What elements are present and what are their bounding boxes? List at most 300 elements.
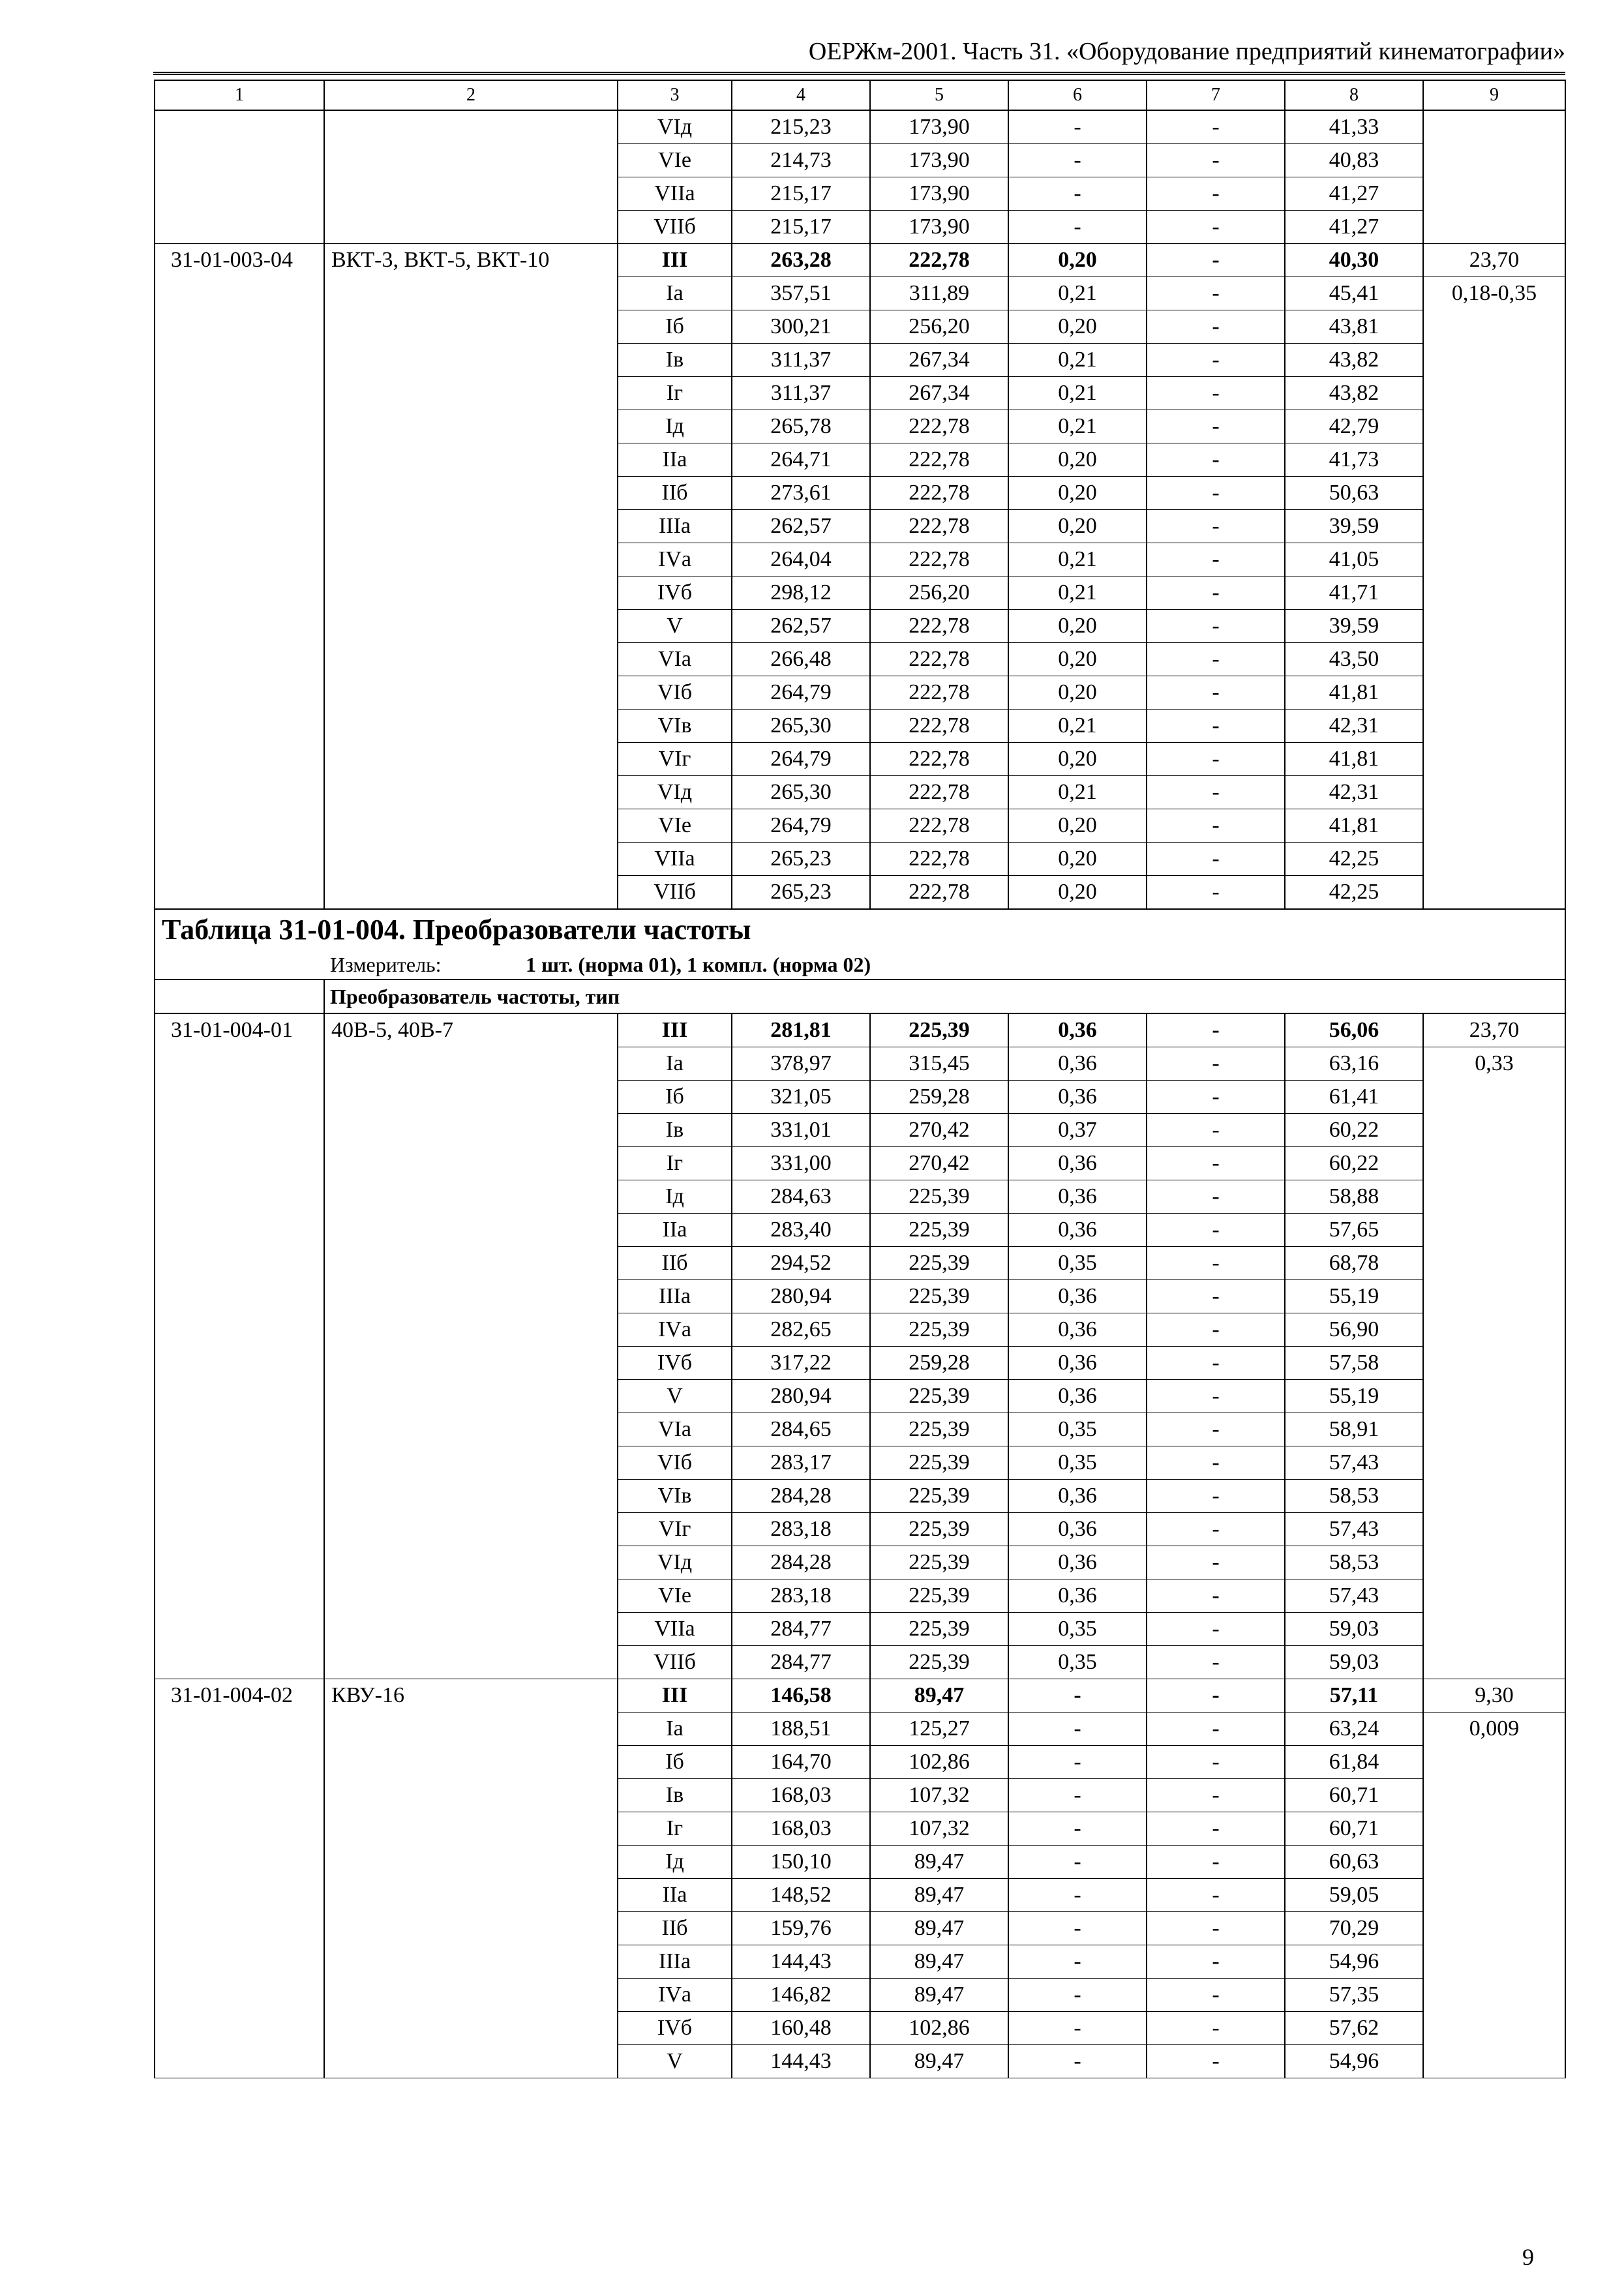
data-cell: 58,53 — [1285, 1480, 1423, 1513]
data-cell: 57,65 — [1285, 1214, 1423, 1247]
data-cell: 57,43 — [1285, 1513, 1423, 1546]
data-cell: 222,78 — [870, 510, 1008, 543]
data-cell: - — [1147, 310, 1285, 344]
table-row — [155, 110, 1565, 144]
data-cell: IIIа — [618, 1280, 732, 1313]
data-cell: 263,28 — [732, 244, 870, 277]
data-cell: - — [1147, 776, 1285, 809]
data-cell: 45,41 — [1285, 277, 1423, 310]
data-cell: - — [1147, 1013, 1285, 1047]
data-cell: VIб — [618, 676, 732, 710]
data-cell: Iд — [618, 1180, 732, 1214]
data-cell: 60,71 — [1285, 1812, 1423, 1846]
data-cell: 0,35 — [1008, 1446, 1147, 1480]
data-cell: - — [1147, 809, 1285, 843]
data-cell: 222,78 — [870, 743, 1008, 776]
data-cell: 0,20 — [1008, 477, 1147, 510]
data-cell: 225,39 — [870, 1380, 1008, 1413]
data-cell: - — [1008, 1713, 1147, 1746]
data-cell: 0,36 — [1008, 1513, 1147, 1546]
data-cell: 0,36 — [1008, 1081, 1147, 1114]
data-cell: 262,57 — [732, 610, 870, 643]
data-cell: - — [1147, 1646, 1285, 1679]
data-cell: 284,65 — [732, 1413, 870, 1446]
data-cell: 43,82 — [1285, 344, 1423, 377]
data-cell: 43,50 — [1285, 643, 1423, 676]
data-cell: - — [1147, 410, 1285, 443]
data-cell: 284,77 — [732, 1613, 870, 1646]
data-cell: VIе — [618, 809, 732, 843]
name-cell — [324, 110, 618, 244]
data-cell: IVа — [618, 543, 732, 576]
col9-bottom-value: 0,18-0,35 — [1423, 277, 1565, 910]
data-cell: 222,78 — [870, 776, 1008, 809]
data-cell: 215,23 — [732, 110, 870, 144]
data-cell: 264,04 — [732, 543, 870, 576]
data-cell: - — [1147, 1812, 1285, 1846]
data-cell: 222,78 — [870, 244, 1008, 277]
data-cell: 50,63 — [1285, 477, 1423, 510]
data-cell: 173,90 — [870, 177, 1008, 211]
data-cell: - — [1147, 643, 1285, 676]
data-cell: 0,35 — [1008, 1247, 1147, 1280]
col9-top-value: 23,70 — [1423, 244, 1565, 277]
data-cell: 0,20 — [1008, 510, 1147, 543]
data-cell: 56,06 — [1285, 1013, 1423, 1047]
data-cell: - — [1147, 110, 1285, 144]
data-cell: 168,03 — [732, 1812, 870, 1846]
data-cell: VIе — [618, 1579, 732, 1613]
rate-code: 31-01-004-01 — [155, 1013, 324, 1679]
data-cell: 256,20 — [870, 310, 1008, 344]
table-row — [155, 244, 1565, 277]
data-cell: - — [1147, 1114, 1285, 1147]
data-cell: 311,37 — [732, 377, 870, 410]
data-cell: - — [1147, 1247, 1285, 1280]
data-cell: 89,47 — [870, 2045, 1008, 2078]
data-cell: 42,25 — [1285, 876, 1423, 910]
data-cell: 63,16 — [1285, 1047, 1423, 1081]
data-cell: - — [1147, 743, 1285, 776]
data-cell: - — [1147, 1081, 1285, 1114]
data-cell: 225,39 — [870, 1579, 1008, 1613]
data-cell: V — [618, 1380, 732, 1413]
data-cell: Iв — [618, 1779, 732, 1812]
data-cell: 41,81 — [1285, 809, 1423, 843]
data-cell: 173,90 — [870, 144, 1008, 177]
data-cell: 148,52 — [732, 1879, 870, 1912]
column-number: 6 — [1008, 80, 1147, 110]
data-cell: Iб — [618, 1081, 732, 1114]
data-cell: 270,42 — [870, 1147, 1008, 1180]
data-cell: VIа — [618, 1413, 732, 1446]
data-cell: 41,27 — [1285, 211, 1423, 244]
data-cell: 283,17 — [732, 1446, 870, 1480]
data-cell: - — [1147, 1679, 1285, 1713]
table-title: Таблица 31-01-004. Преобразователи частоты — [155, 909, 1565, 950]
data-cell: IIIа — [618, 510, 732, 543]
data-cell: 41,27 — [1285, 177, 1423, 211]
code-cell — [155, 110, 324, 244]
data-cell: 0,20 — [1008, 743, 1147, 776]
data-cell: - — [1147, 1180, 1285, 1214]
data-cell: - — [1147, 477, 1285, 510]
data-cell: 280,94 — [732, 1380, 870, 1413]
data-cell: VIд — [618, 776, 732, 809]
data-cell: III — [618, 244, 732, 277]
data-cell: 0,21 — [1008, 543, 1147, 576]
data-cell: - — [1147, 510, 1285, 543]
data-cell: 284,28 — [732, 1546, 870, 1579]
data-cell: Iа — [618, 277, 732, 310]
data-cell: 60,71 — [1285, 1779, 1423, 1812]
data-cell: 173,90 — [870, 110, 1008, 144]
section-row — [155, 980, 1565, 1013]
data-cell: 259,28 — [870, 1347, 1008, 1380]
data-cell: - — [1147, 277, 1285, 310]
data-cell: 280,94 — [732, 1280, 870, 1313]
data-cell: 89,47 — [870, 1679, 1008, 1713]
data-cell: - — [1147, 144, 1285, 177]
data-cell: 298,12 — [732, 576, 870, 610]
data-cell: - — [1147, 676, 1285, 710]
data-cell: 222,78 — [870, 809, 1008, 843]
data-cell: 214,73 — [732, 144, 870, 177]
data-cell: 89,47 — [870, 1846, 1008, 1879]
data-cell: 89,47 — [870, 1945, 1008, 1979]
data-cell: 70,29 — [1285, 1912, 1423, 1945]
data-cell: 159,76 — [732, 1912, 870, 1945]
data-cell: - — [1008, 110, 1147, 144]
data-cell: - — [1008, 2045, 1147, 2078]
data-cell: IIб — [618, 1247, 732, 1280]
data-cell: 61,41 — [1285, 1081, 1423, 1114]
data-cell: 57,43 — [1285, 1446, 1423, 1480]
data-cell: 0,20 — [1008, 809, 1147, 843]
data-cell: 265,23 — [732, 843, 870, 876]
data-cell: - — [1147, 2045, 1285, 2078]
data-cell: 284,63 — [732, 1180, 870, 1214]
data-cell: 0,21 — [1008, 277, 1147, 310]
data-cell: 40,83 — [1285, 144, 1423, 177]
data-cell: 102,86 — [870, 2012, 1008, 2045]
column-number: 8 — [1285, 80, 1423, 110]
data-cell: - — [1147, 1347, 1285, 1380]
data-cell: 63,24 — [1285, 1713, 1423, 1746]
data-cell: 331,00 — [732, 1147, 870, 1180]
data-cell: 59,05 — [1285, 1879, 1423, 1912]
data-cell: 89,47 — [870, 1979, 1008, 2012]
data-cell: 222,78 — [870, 410, 1008, 443]
data-cell: 225,39 — [870, 1313, 1008, 1347]
data-cell: 39,59 — [1285, 510, 1423, 543]
data-cell: III — [618, 1013, 732, 1047]
data-cell: VIIа — [618, 1613, 732, 1646]
data-cell: 58,53 — [1285, 1546, 1423, 1579]
data-cell: 267,34 — [870, 377, 1008, 410]
data-cell: - — [1147, 1746, 1285, 1779]
data-cell: 0,21 — [1008, 576, 1147, 610]
column-number: 3 — [618, 80, 732, 110]
data-cell: 0,21 — [1008, 776, 1147, 809]
data-cell: 0,20 — [1008, 244, 1147, 277]
data-cell: 225,39 — [870, 1214, 1008, 1247]
data-cell: Iб — [618, 310, 732, 344]
data-cell: 0,36 — [1008, 1380, 1147, 1413]
data-cell: 146,82 — [732, 1979, 870, 2012]
data-cell: - — [1147, 211, 1285, 244]
data-cell: 144,43 — [732, 2045, 870, 2078]
data-cell: 43,81 — [1285, 310, 1423, 344]
page-number: 9 — [1522, 2244, 1534, 2270]
data-cell: 0,20 — [1008, 876, 1147, 910]
data-cell: 0,36 — [1008, 1147, 1147, 1180]
data-cell: - — [1008, 1679, 1147, 1713]
rate-code: 31-01-003-04 — [155, 244, 324, 910]
data-cell: 264,71 — [732, 443, 870, 477]
data-cell: 41,81 — [1285, 676, 1423, 710]
data-cell: 57,62 — [1285, 2012, 1423, 2045]
data-cell: - — [1147, 1214, 1285, 1247]
data-cell: IIа — [618, 443, 732, 477]
data-cell: 311,89 — [870, 277, 1008, 310]
data-cell: 0,36 — [1008, 1480, 1147, 1513]
table-row — [155, 1679, 1565, 1713]
col9-top-value: 9,30 — [1423, 1679, 1565, 1713]
data-cell: 57,58 — [1285, 1347, 1423, 1380]
data-cell: 60,22 — [1285, 1147, 1423, 1180]
data-cell: VIе — [618, 144, 732, 177]
data-cell: IVб — [618, 2012, 732, 2045]
column-number: 2 — [324, 80, 618, 110]
data-cell: 262,57 — [732, 510, 870, 543]
data-cell: 282,65 — [732, 1313, 870, 1347]
data-cell: - — [1147, 1979, 1285, 2012]
data-cell: 222,78 — [870, 543, 1008, 576]
section-label: Преобразователь частоты, тип — [324, 980, 1565, 1013]
data-cell: 57,35 — [1285, 1979, 1423, 2012]
data-cell: - — [1147, 344, 1285, 377]
data-cell: 0,21 — [1008, 710, 1147, 743]
data-cell: 0,36 — [1008, 1546, 1147, 1579]
data-cell: 222,78 — [870, 610, 1008, 643]
data-cell: - — [1147, 1912, 1285, 1945]
data-cell: IVа — [618, 1979, 732, 2012]
data-cell: - — [1147, 576, 1285, 610]
data-cell: 107,32 — [870, 1779, 1008, 1812]
data-cell: 265,30 — [732, 776, 870, 809]
data-cell: 55,19 — [1285, 1380, 1423, 1413]
data-cell: 264,79 — [732, 743, 870, 776]
data-cell: 225,39 — [870, 1513, 1008, 1546]
data-cell: 225,39 — [870, 1180, 1008, 1214]
data-cell: VIв — [618, 1480, 732, 1513]
data-cell: 283,18 — [732, 1579, 870, 1613]
data-cell: 0,36 — [1008, 1214, 1147, 1247]
equipment-name: 40В-5, 40В-7 — [324, 1013, 618, 1679]
data-cell: - — [1147, 1879, 1285, 1912]
running-header: ОЕРЖм-2001. Часть 31. «Оборудование предприятий кинематографии» — [808, 38, 1565, 65]
data-cell: - — [1147, 177, 1285, 211]
data-cell: 225,39 — [870, 1280, 1008, 1313]
data-cell: 0,36 — [1008, 1347, 1147, 1380]
data-cell: - — [1008, 1979, 1147, 2012]
data-cell: 321,05 — [732, 1081, 870, 1114]
data-cell: 0,37 — [1008, 1114, 1147, 1147]
data-cell: 42,79 — [1285, 410, 1423, 443]
data-cell: - — [1008, 1779, 1147, 1812]
data-cell: VIд — [618, 110, 732, 144]
data-cell: - — [1147, 1047, 1285, 1081]
data-cell: 265,78 — [732, 410, 870, 443]
data-cell: 0,20 — [1008, 310, 1147, 344]
data-cell: V — [618, 610, 732, 643]
data-cell: 107,32 — [870, 1812, 1008, 1846]
data-cell: Iг — [618, 377, 732, 410]
data-cell: VIг — [618, 1513, 732, 1546]
col9-bottom-value: 0,009 — [1423, 1713, 1565, 2078]
data-cell: 331,01 — [732, 1114, 870, 1147]
data-cell: - — [1147, 1945, 1285, 1979]
data-cell: III — [618, 1679, 732, 1713]
data-cell: IIб — [618, 477, 732, 510]
data-cell: 0,20 — [1008, 643, 1147, 676]
column-number-row — [155, 80, 1565, 110]
data-cell: 225,39 — [870, 1546, 1008, 1579]
data-cell: 40,30 — [1285, 244, 1423, 277]
data-cell: - — [1008, 1945, 1147, 1979]
equipment-name: КВУ-16 — [324, 1679, 618, 2078]
data-cell: VIIб — [618, 876, 732, 910]
data-cell: 54,96 — [1285, 1945, 1423, 1979]
data-cell: 58,88 — [1285, 1180, 1423, 1214]
column-number: 1 — [155, 80, 324, 110]
data-cell: - — [1147, 710, 1285, 743]
measure-value: 1 шт. (норма 01), 1 компл. (норма 02) — [526, 953, 871, 976]
column-number: 7 — [1147, 80, 1285, 110]
column-number: 4 — [732, 80, 870, 110]
data-cell: Iд — [618, 1846, 732, 1879]
data-cell: 42,31 — [1285, 776, 1423, 809]
measure-cell — [155, 950, 1565, 980]
data-cell: 59,03 — [1285, 1613, 1423, 1646]
data-cell: 222,78 — [870, 443, 1008, 477]
data-cell: 264,79 — [732, 676, 870, 710]
data-cell: 0,21 — [1008, 344, 1147, 377]
data-cell: 43,82 — [1285, 377, 1423, 410]
data-cell: IIIа — [618, 1945, 732, 1979]
data-cell: 0,20 — [1008, 676, 1147, 710]
data-cell: - — [1147, 610, 1285, 643]
data-cell: 125,27 — [870, 1713, 1008, 1746]
data-cell: - — [1147, 543, 1285, 576]
col9-cell — [1423, 110, 1565, 244]
data-cell: - — [1147, 1546, 1285, 1579]
data-cell: 0,20 — [1008, 843, 1147, 876]
data-cell: VIд — [618, 1546, 732, 1579]
data-cell: 41,05 — [1285, 543, 1423, 576]
header-rule — [153, 72, 1565, 75]
data-cell: 0,35 — [1008, 1613, 1147, 1646]
data-cell: IVб — [618, 576, 732, 610]
data-cell: 57,43 — [1285, 1579, 1423, 1613]
data-cell: 41,81 — [1285, 743, 1423, 776]
data-cell: 146,58 — [732, 1679, 870, 1713]
data-cell: 317,22 — [732, 1347, 870, 1380]
data-cell: V — [618, 2045, 732, 2078]
data-cell: 39,59 — [1285, 610, 1423, 643]
data-cell: - — [1008, 211, 1147, 244]
data-cell: 54,96 — [1285, 2045, 1423, 2078]
data-cell: 265,23 — [732, 876, 870, 910]
data-cell: - — [1147, 1313, 1285, 1347]
data-cell: Iг — [618, 1812, 732, 1846]
section-spacer — [155, 980, 324, 1013]
data-cell: VIIб — [618, 1646, 732, 1679]
table-title-row — [155, 909, 1565, 950]
data-cell: 89,47 — [870, 1912, 1008, 1945]
data-cell: 273,61 — [732, 477, 870, 510]
data-cell: 42,25 — [1285, 843, 1423, 876]
data-cell: - — [1147, 2012, 1285, 2045]
data-cell: 0,20 — [1008, 443, 1147, 477]
data-cell: 259,28 — [870, 1081, 1008, 1114]
data-cell: 215,17 — [732, 177, 870, 211]
data-cell: VIа — [618, 643, 732, 676]
data-cell: 58,91 — [1285, 1413, 1423, 1446]
column-number: 9 — [1423, 80, 1565, 110]
data-cell: 59,03 — [1285, 1646, 1423, 1679]
data-cell: 68,78 — [1285, 1247, 1423, 1280]
data-cell: 0,35 — [1008, 1646, 1147, 1679]
data-cell: 294,52 — [732, 1247, 870, 1280]
data-cell: 61,84 — [1285, 1746, 1423, 1779]
data-cell: 357,51 — [732, 277, 870, 310]
data-cell: 222,78 — [870, 643, 1008, 676]
data-cell: 144,43 — [732, 1945, 870, 1979]
data-cell: 0,21 — [1008, 410, 1147, 443]
data-cell: Iг — [618, 1147, 732, 1180]
data-cell: 0,20 — [1008, 610, 1147, 643]
data-cell: - — [1147, 377, 1285, 410]
data-cell: 215,17 — [732, 211, 870, 244]
data-cell: VIв — [618, 710, 732, 743]
data-cell: 41,71 — [1285, 576, 1423, 610]
data-cell: 225,39 — [870, 1013, 1008, 1047]
data-cell: 168,03 — [732, 1779, 870, 1812]
data-cell: - — [1147, 1579, 1285, 1613]
data-cell: VIIа — [618, 843, 732, 876]
data-cell: 0,36 — [1008, 1579, 1147, 1613]
data-cell: 225,39 — [870, 1613, 1008, 1646]
data-cell: 150,10 — [732, 1846, 870, 1879]
data-cell: - — [1147, 1380, 1285, 1413]
data-cell: - — [1147, 244, 1285, 277]
data-cell: 284,28 — [732, 1480, 870, 1513]
data-cell: 0,36 — [1008, 1013, 1147, 1047]
data-cell: Iв — [618, 344, 732, 377]
data-cell: 0,36 — [1008, 1313, 1147, 1347]
data-cell: 41,33 — [1285, 110, 1423, 144]
data-cell: 60,63 — [1285, 1846, 1423, 1879]
data-cell: Iд — [618, 410, 732, 443]
data-cell: IIа — [618, 1214, 732, 1247]
data-cell: 222,78 — [870, 843, 1008, 876]
data-cell: 267,34 — [870, 344, 1008, 377]
data-cell: IIа — [618, 1879, 732, 1912]
data-cell: VIг — [618, 743, 732, 776]
data-cell: 284,77 — [732, 1646, 870, 1679]
